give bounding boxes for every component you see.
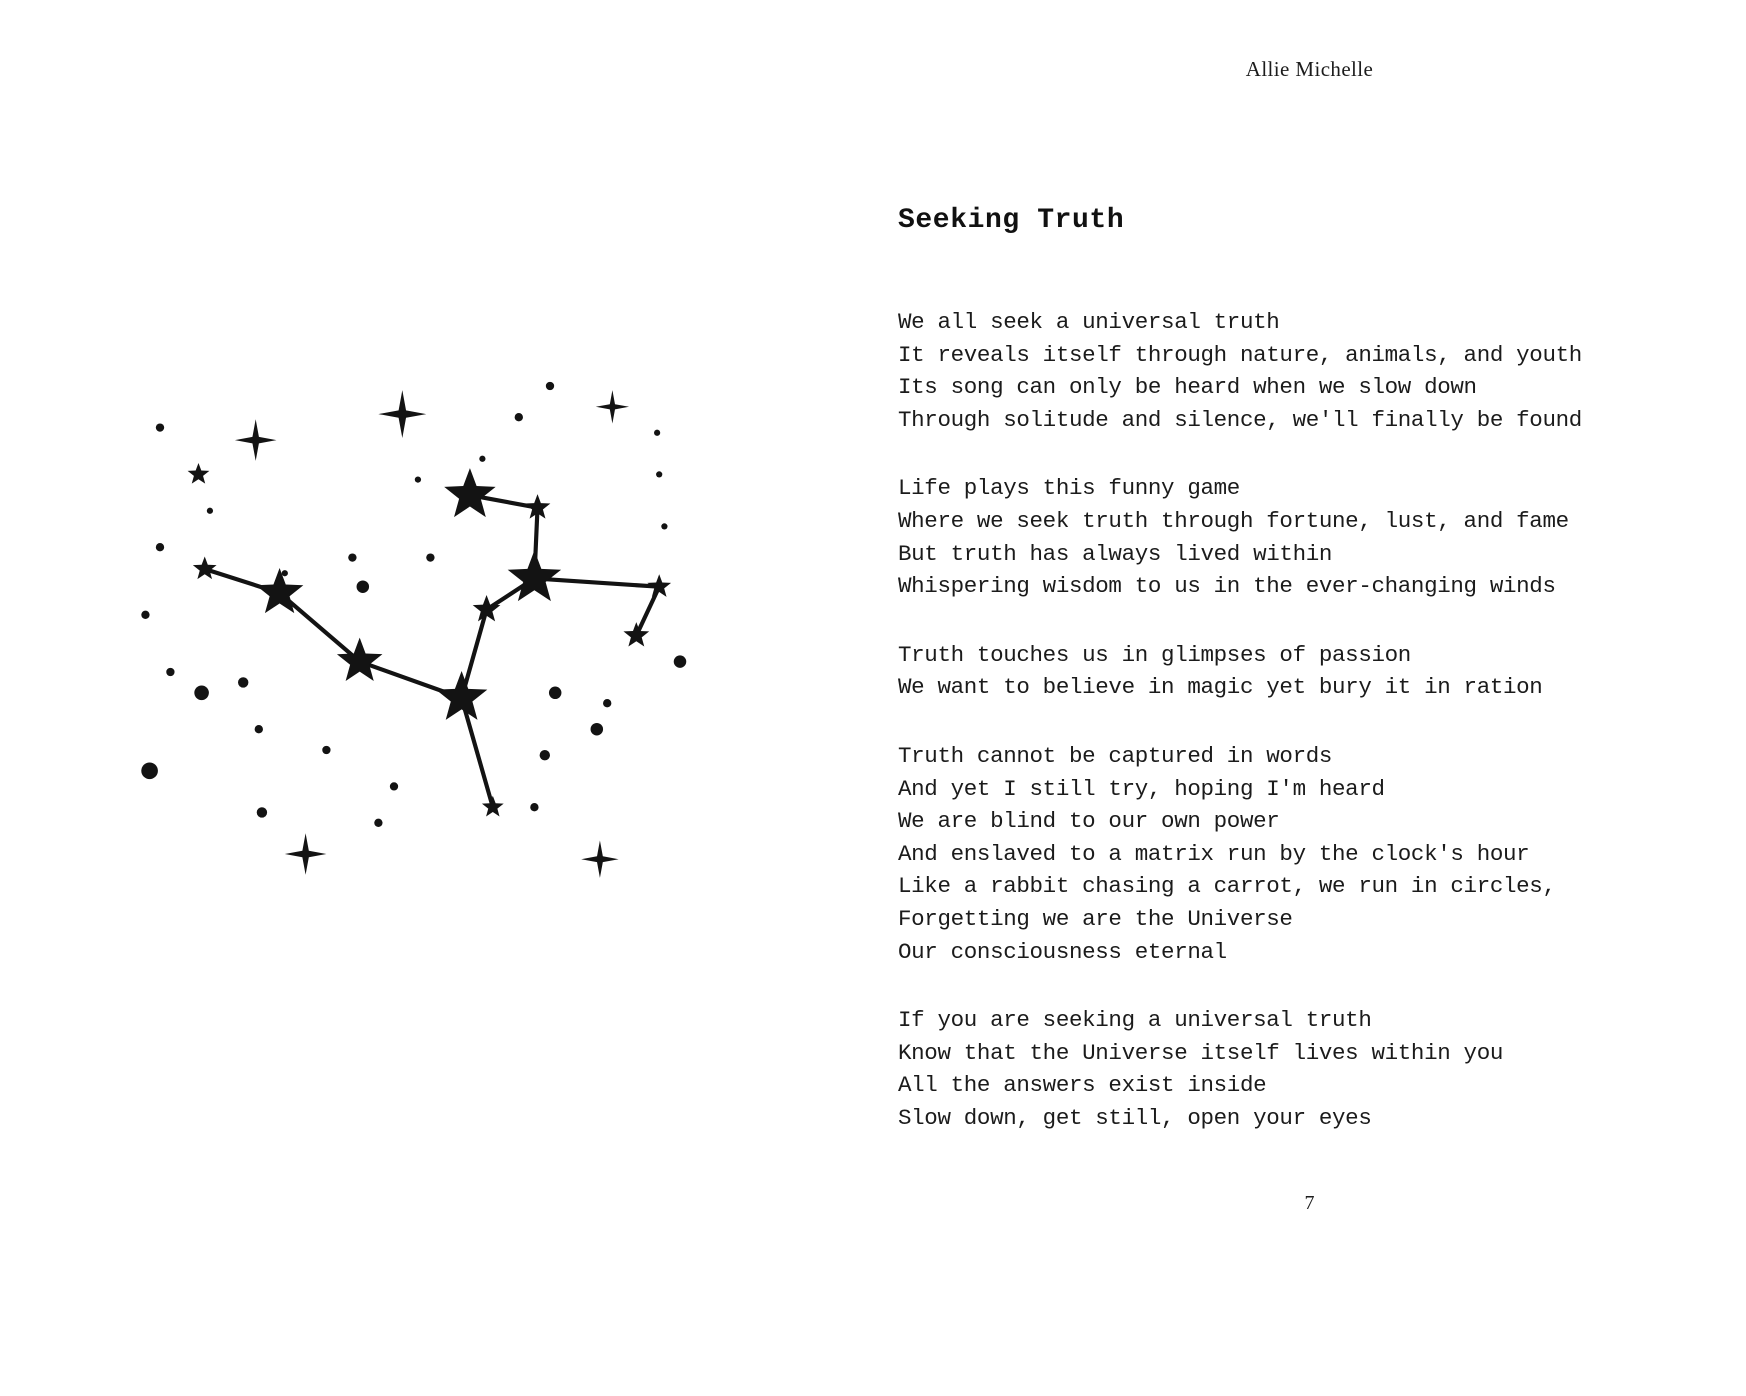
star-large xyxy=(444,468,495,517)
constellation-illustration xyxy=(120,360,720,880)
star-dot xyxy=(156,543,164,551)
star-dot xyxy=(322,746,330,754)
poem-line: We all seek a universal truth xyxy=(898,309,1280,335)
poem-body xyxy=(898,205,1718,1134)
poem-line: Life plays this funny game xyxy=(898,475,1240,502)
star-sparkle xyxy=(285,833,327,875)
star-dot xyxy=(656,471,662,477)
star-sparkle xyxy=(581,840,618,877)
running-head-author: Allie Michelle xyxy=(1245,57,1374,81)
constellation-stars xyxy=(188,390,671,878)
star-dot xyxy=(661,523,667,529)
poem-stanza xyxy=(898,740,1718,968)
star-dot xyxy=(549,687,561,699)
poem-line: Truth cannot be captured in words xyxy=(898,742,1333,769)
poem-line: It reveals itself through nature, animals, and youth xyxy=(898,341,1582,368)
poem-line: All the answers exist inside xyxy=(898,1072,1267,1099)
star-dot xyxy=(479,456,485,462)
star-dot xyxy=(156,423,164,431)
star-medium xyxy=(188,463,210,484)
star-sparkle xyxy=(235,419,277,461)
star-large xyxy=(337,638,382,681)
poem-line: Its song can only be heard when we slow down xyxy=(898,374,1477,401)
star-sparkle xyxy=(378,390,426,438)
star-dot xyxy=(374,819,382,827)
poem-title: Seeking Truth xyxy=(898,205,1125,236)
star-medium xyxy=(482,796,504,817)
constellation-svg xyxy=(120,360,720,880)
star-dot xyxy=(141,611,149,619)
poem-line: Like a rabbit chasing a carrot, we run in circles, xyxy=(898,873,1556,900)
poem-line: If you are seeking a universal truth xyxy=(898,1007,1372,1034)
poem-stanza xyxy=(898,1004,1718,1134)
poem-stanza xyxy=(898,639,1718,704)
poem-stanza xyxy=(898,306,1718,436)
poem-stanzas xyxy=(898,306,1718,1134)
poem-line: Our consciousness eternal xyxy=(898,938,1227,965)
star-dot xyxy=(415,476,421,482)
poem-line: Forgetting we are the Universe xyxy=(898,905,1293,932)
star-large xyxy=(508,550,561,601)
poem-line: Where we seek truth through fortune, lust, and fame xyxy=(898,507,1569,534)
star-sparkle xyxy=(596,390,629,423)
star-dot xyxy=(257,807,267,817)
poem-stanza xyxy=(898,472,1718,602)
poem-line: We want to believe in magic yet bury it in ration xyxy=(898,674,1543,701)
poem-line: Know that the Universe itself lives within you xyxy=(898,1039,1504,1066)
star-dot xyxy=(282,570,288,576)
constellation-links xyxy=(205,495,659,807)
poem-line: Truth touches us in glimpses of passion xyxy=(898,641,1411,668)
star-dot xyxy=(515,413,523,421)
star-dot xyxy=(546,382,554,390)
star-dot xyxy=(674,655,686,667)
star-medium xyxy=(647,574,671,597)
star-dot xyxy=(540,750,550,760)
star-dot xyxy=(255,725,263,733)
star-dot xyxy=(591,723,603,735)
star-dot xyxy=(238,677,248,687)
page-number: 7 xyxy=(1304,1192,1315,1214)
star-dot xyxy=(357,580,369,592)
star-dot xyxy=(166,668,174,676)
constellation-link xyxy=(280,593,360,662)
star-dot xyxy=(603,699,611,707)
poem-line: Whispering wisdom to us in the ever-changing winds xyxy=(898,573,1556,600)
constellation-link xyxy=(462,698,493,807)
star-medium xyxy=(473,595,501,621)
star-dot xyxy=(390,782,398,790)
poem-line: But truth has always lived within xyxy=(898,540,1333,567)
star-dot xyxy=(348,553,356,561)
poem-line: We are blind to our own power xyxy=(898,808,1280,835)
star-dot xyxy=(207,508,213,514)
star-dot xyxy=(530,803,538,811)
star-dot xyxy=(426,553,434,561)
constellation-dots xyxy=(141,382,686,827)
star-dot xyxy=(194,686,209,701)
poem-line: And enslaved to a matrix run by the clock's hour xyxy=(898,840,1530,867)
star-medium xyxy=(623,622,649,646)
star-dot xyxy=(654,430,660,436)
poem-line: And yet I still try, hoping I'm heard xyxy=(898,775,1385,802)
constellation-link xyxy=(534,578,659,586)
star-dot xyxy=(141,762,158,779)
star-large xyxy=(436,671,487,720)
poem-line: Through solitude and silence, we'll finally be found xyxy=(898,406,1582,433)
star-medium xyxy=(193,557,217,580)
right-page xyxy=(873,0,1746,1396)
poem-line: Slow down, get still, open your eyes xyxy=(898,1104,1372,1131)
